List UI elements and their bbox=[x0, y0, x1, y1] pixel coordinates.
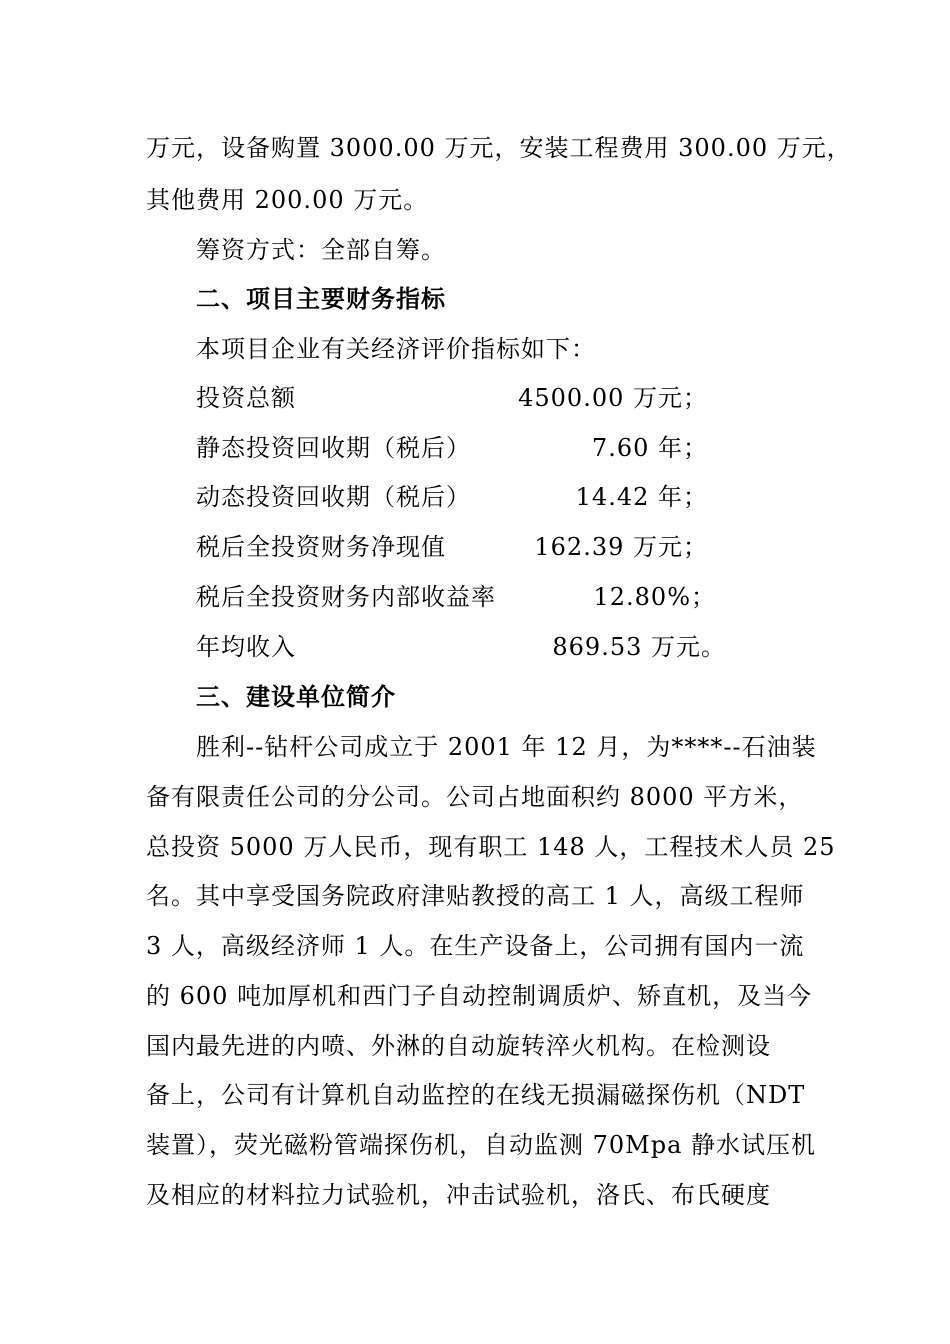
paragraph-line: 总投资 5000 万人民币，现有职工 148 人，工程技术人员 25 bbox=[146, 833, 836, 861]
metric-label: 投资总额 bbox=[196, 384, 296, 412]
section-heading: 三、建设单位简介 bbox=[196, 683, 396, 711]
paragraph-line: 3 人，高级经济师 1 人。在生产设备上，公司拥有国内一流 bbox=[146, 932, 805, 960]
metric-value: 869.53 万元。 bbox=[552, 633, 726, 661]
paragraph-line: 备上，公司有计算机自动监控的在线无损漏磁探伤机（NDT bbox=[146, 1081, 806, 1109]
paragraph-line: 的 600 吨加厚机和西门子自动控制调质炉、矫直机，及当今 bbox=[146, 982, 813, 1010]
paragraph-line: 备有限责任公司的分公司。公司占地面积约 8000 平方米， bbox=[146, 783, 804, 811]
paragraph-line: 名。其中享受国务院政府津贴教授的高工 1 人，高级工程师 bbox=[146, 882, 805, 910]
funding-text: 筹资方式：全部自筹。 bbox=[196, 236, 446, 264]
metric-value: 162.39 万元； bbox=[534, 533, 708, 561]
metric-label: 动态投资回收期（税后） bbox=[196, 483, 471, 511]
metric-label: 税后全投资财务净现值 bbox=[196, 533, 446, 561]
metric-value: 12.80%； bbox=[593, 583, 716, 611]
paragraph-line: 其他费用 200.00 万元。 bbox=[146, 186, 429, 214]
metric-value: 7.60 年； bbox=[591, 434, 708, 462]
paragraph-line: 胜利--钻杆公司成立于 2001 年 12 月，为****--石油装 bbox=[196, 733, 817, 761]
metric-value: 4500.00 万元； bbox=[518, 384, 708, 412]
paragraph-line: 及相应的材料拉力试验机，冲击试验机，洛氏、布氏硬度 bbox=[146, 1181, 771, 1209]
metric-label: 年均收入 bbox=[196, 633, 296, 661]
metric-value: 14.42 年； bbox=[575, 483, 708, 511]
section-heading: 二、项目主要财务指标 bbox=[196, 285, 446, 313]
paragraph-line: 装置），荧光磁粉管端探伤机，自动监测 70Mpa 静水试压机 bbox=[146, 1131, 817, 1159]
metric-label: 静态投资回收期（税后） bbox=[196, 434, 471, 462]
metric-label: 税后全投资财务内部收益率 bbox=[196, 583, 496, 611]
paragraph-line: 万元，设备购置 3000.00 万元，安装工程费用 300.00 万元， bbox=[146, 134, 852, 162]
metrics-intro: 本项目企业有关经济评价指标如下： bbox=[196, 335, 596, 363]
paragraph-line: 国内最先进的内喷、外淋的自动旋转淬火机构。在检测设 bbox=[146, 1032, 771, 1060]
